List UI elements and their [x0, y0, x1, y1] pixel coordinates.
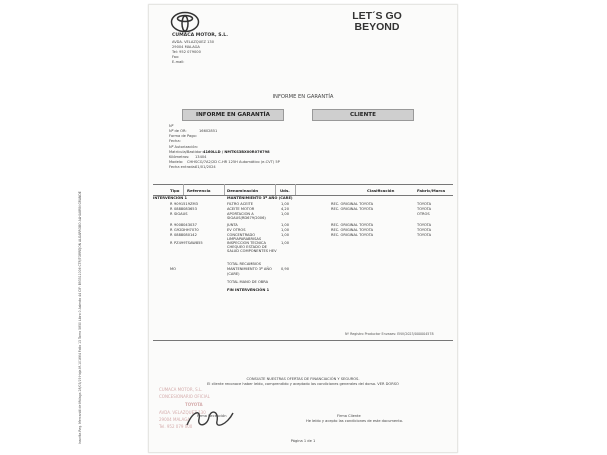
slogan-line: BEYOND [354, 21, 400, 33]
page-number: Página 1 de 1 [290, 439, 316, 443]
intervention-row [153, 196, 453, 201]
total-mano-row [153, 280, 453, 285]
cell-denominacion: CONCENTRADO LIMPIAPARABRISAS [227, 233, 262, 241]
stamp-line: AVDA. VELAZQUEZ 130 [159, 410, 206, 415]
cell-uds: 1,00 [281, 228, 290, 232]
section-header-informe: INFORME EN GARANTÍA [182, 109, 284, 121]
cell-marca: TOYOTA [417, 202, 432, 206]
fin-intervention-row [153, 288, 453, 293]
sign-client-label: Firma Cliente [337, 414, 361, 418]
info-kilometros-value: 13404 [195, 155, 207, 159]
stamp-line: CUMACA MOTOR, S.L. [159, 387, 203, 392]
info-forma-pago: Forma de Pago: [169, 134, 197, 138]
cell-referencia: SIGAUS [174, 212, 188, 216]
cell-uds: 1,00 [281, 202, 290, 206]
cell-referencia: PZ499TSAW855 [174, 241, 203, 245]
cell-marca: OTROS [417, 212, 430, 216]
table-row [153, 212, 453, 220]
cell-tipo: R [170, 202, 173, 206]
stamp-line: CONCESIONARIO OFICIAL [159, 394, 210, 399]
col-divider [295, 184, 296, 195]
cell-tipo: R [170, 228, 173, 232]
info-entrada-value: 01/01/2024 [195, 165, 216, 169]
table-top-rule [153, 184, 453, 185]
col-header-referencia: Referencia [187, 188, 211, 193]
cell-tipo: R [170, 223, 173, 227]
table-row [153, 241, 453, 253]
info-matricula-label: Matrícula/Bastidor: [169, 150, 203, 154]
slogan-line: LET´S GO [352, 10, 402, 22]
cell-clasificacion: REC. ORIGINAL TOYOTA [331, 233, 374, 237]
col-header-clasificacion: Clasificación [367, 188, 395, 193]
cell-referencia: 0888080142 [174, 233, 197, 237]
info-matricula-value: 4160LLD / NMTKS3BX00R076798 [203, 150, 270, 154]
info-kilometros-label: Kilómetros: [169, 155, 190, 159]
stamp-line: TOYOTA [185, 402, 203, 407]
company-address-line: 29004 MALAGA [172, 45, 200, 49]
info-or-label: Nº de OR: [169, 129, 187, 133]
cell-clasificacion: REC. ORIGINAL TOYOTA [331, 223, 374, 227]
cell-marca: TOYOTA [417, 228, 432, 232]
document-title: INFORME EN GARANTÍA [272, 94, 334, 100]
cell-clasificacion: REC. ORIGINAL TOYOTA [331, 228, 374, 232]
info-n-label: Nº [169, 124, 174, 128]
sign-reception-label: Firma Recepción [197, 414, 227, 418]
cell-uds: 1,00 [281, 241, 290, 245]
intervention-label: INTERVENCIÓN 1 [153, 196, 188, 200]
col-divider [183, 184, 184, 195]
cell-denominacion: ACEITE MOTOR [227, 207, 255, 211]
total-mano-label: TOTAL MANO DE OBRA [227, 280, 269, 284]
toyota-logo-icon [170, 11, 200, 33]
company-phone: Tel: 952 079000 [172, 50, 201, 54]
info-fecha: Fecha: [169, 139, 181, 143]
cell-denominacion: APORTACION A SIGAUS(RD679/2006) [227, 212, 266, 220]
cell-marca: TOYOTA [417, 223, 432, 227]
footer-terms: El cliente reconoce haber leído, comprendido y aceptado las condiciones generales del dorso. VER DORSO [207, 382, 399, 386]
company-name: CUMACA MOTOR, S.L. [172, 33, 228, 38]
cell-denominacion: FILTRO ACEITE [227, 202, 253, 206]
company-fax: Fax: [172, 55, 180, 59]
table-row [153, 233, 453, 241]
cell-clasificacion: REC. ORIGINAL TOYOTA [331, 207, 374, 211]
signature-icon [179, 405, 239, 431]
labor-desc: MANTENIMIENTO 3º AÑO (CARE) [227, 267, 272, 276]
cell-marca: TOYOTA [417, 233, 432, 237]
cell-referencia: 9091519ZM3 [174, 202, 198, 206]
cell-referencia: G92DHH7070 [174, 228, 199, 232]
info-modelo-value: CHHSCG/7A2/2D C-HR 125H Automático (e-CVT) 5P [187, 160, 280, 164]
col-header-denominacion: Denominación [227, 188, 259, 193]
total-recambios-label: TOTAL RECAMBIOS [227, 262, 262, 266]
info-modelo-label: Modelo: [169, 160, 184, 164]
table-bottom-rule [153, 340, 453, 341]
intervention-desc: MANTENIMIENTO 3º AÑO (CARE) [227, 196, 293, 200]
cell-marca: TOYOTA [417, 207, 432, 211]
col-header-tipo: Tipo [170, 188, 180, 193]
footer-financing: CONSULTE NUESTRAS OFERTAS DE FINANCIACIÓN Y SEGUROS. [246, 377, 360, 381]
company-email: E-mail: [172, 60, 185, 64]
cell-uds: 1,00 [281, 212, 290, 216]
cell-tipo: R [170, 233, 173, 237]
col-divider [275, 184, 276, 195]
labor-uds: 0,90 [281, 267, 290, 271]
cell-uds: 1,00 [281, 233, 290, 237]
cell-uds: 4,20 [281, 207, 290, 211]
info-autorizacion: Nº Autorización: [169, 145, 199, 149]
fin-intervention-label: FIN INTERVENCIÓN 1 [227, 288, 270, 292]
col-header-marca: Fabric/Marca [417, 188, 446, 193]
info-or-value: 16602851 [199, 129, 218, 133]
document-page [148, 4, 458, 453]
cell-tipo: R [170, 207, 173, 211]
slogan [327, 11, 427, 33]
cell-referencia: 0888083653 [174, 207, 197, 211]
stamp-line: Tel. 952 079 000 [159, 424, 193, 429]
labor-tipo: MO [170, 267, 176, 271]
cell-tipo: R [170, 241, 173, 245]
company-address-line: AVDA. VELAZQUEZ 130 [172, 40, 214, 44]
labor-row [153, 267, 453, 276]
cell-denominacion: INSPECCION TECNICA CHEQUEO ESTADO DE SALUD COMPONENTES HEV [227, 241, 277, 253]
sign-client-text: He leído y acepto las condiciones de este documento. [306, 419, 404, 423]
side-legal-text: Inscrita Reg. Mercantil de Málaga 28/03/19 Hoja M-101664 Folio 13 Tomo 5850 Libro 0 Asiento 44 CIF: B93511006 CTR/TORREJON ALGARROBO ALHAURIN GRANDE [78, 191, 82, 444]
cell-denominacion: EV OTROS [227, 228, 246, 232]
stamp-line: 29004 MALAGA [159, 417, 191, 422]
cell-uds: 1,00 [281, 223, 290, 227]
section-header-cliente: CLIENTE [312, 109, 414, 121]
cell-clasificacion: REC. ORIGINAL TOYOTA [331, 202, 374, 206]
col-header-uds: Uds. [280, 188, 290, 193]
col-divider [224, 184, 225, 195]
cell-tipo: R [170, 212, 173, 216]
cell-denominacion: JUNTA [227, 223, 238, 227]
registro-envases: Nº Registro Productor Envases: ENV/2023/000004578 [345, 332, 434, 336]
cell-referencia: 9008043037 [174, 223, 197, 227]
info-entrada-label: Fecha entrada: [169, 165, 196, 169]
